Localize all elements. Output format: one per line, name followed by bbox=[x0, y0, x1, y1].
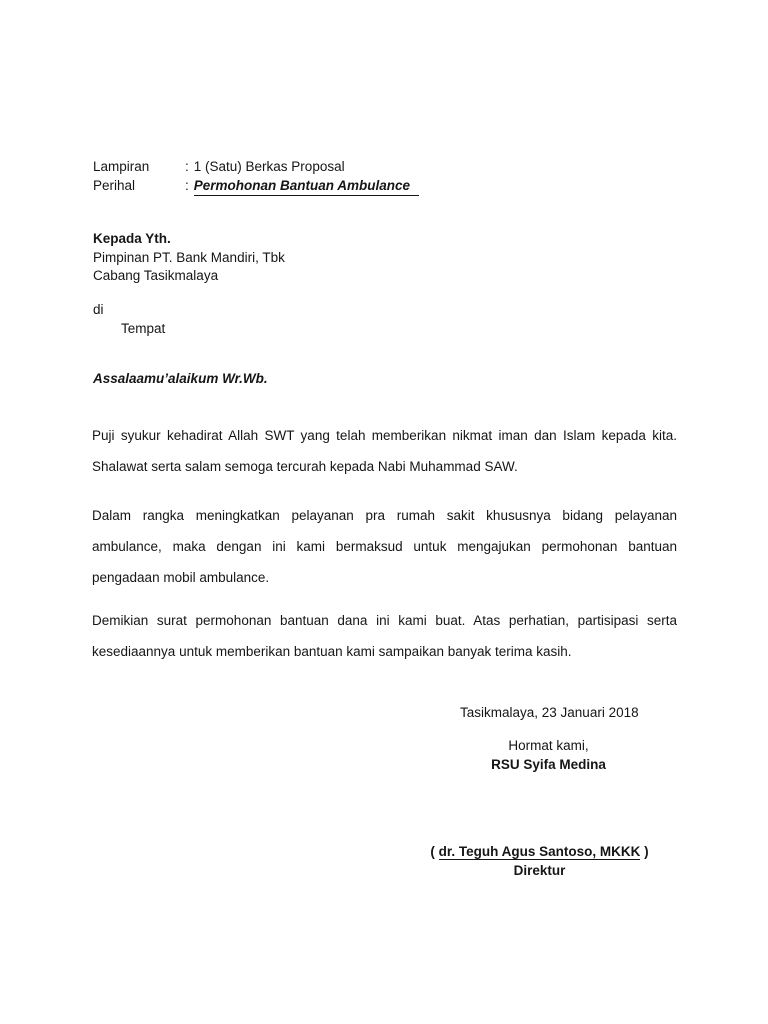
date-line: Tasikmalaya, 23 Januari 2018 bbox=[460, 705, 639, 720]
recipient-name: Pimpinan PT. Bank Mandiri, Tbk bbox=[93, 249, 285, 265]
signature-name-line bbox=[418, 843, 661, 862]
lampiran-label: Lampiran bbox=[93, 159, 150, 174]
recipient-place: Tempat bbox=[121, 320, 166, 336]
signature-title: Direktur bbox=[513, 862, 566, 878]
perihal-label: Perihal bbox=[93, 178, 136, 193]
paragraph-2-line-1: Dalam rangka meningkatkan pelayanan pra rumah sakit khususnya bidang pelayanan bbox=[92, 508, 677, 523]
signature-name: dr. Teguh Agus Santoso, MKKK bbox=[438, 844, 641, 859]
letter-meta bbox=[93, 157, 419, 196]
closing-block bbox=[426, 737, 671, 774]
lampiran-value: 1 (Satu) Berkas Proposal bbox=[193, 159, 345, 174]
closing-org: RSU Syifa Medina bbox=[491, 756, 606, 772]
meta-row-perihal bbox=[93, 176, 419, 196]
meta-row-lampiran bbox=[93, 157, 419, 176]
paragraph-1-line-2: Shalawat serta salam semoga tercurah kepada Nabi Muhammad SAW. bbox=[92, 459, 518, 474]
recipient-place-block bbox=[93, 301, 165, 338]
signature-open-paren: ( bbox=[430, 844, 439, 859]
signature-block bbox=[418, 843, 661, 880]
paragraph-3-line-1: Demikian surat permohonan bantuan dana ini kami buat. Atas perhatian, partisipasi serta bbox=[92, 613, 677, 628]
perihal-value: Permohonan Bantuan Ambulance bbox=[194, 176, 419, 196]
greeting-line: Assalaamu’alaikum Wr.Wb. bbox=[93, 371, 268, 386]
paragraph-2-line-3: pengadaan mobil ambulance. bbox=[92, 570, 270, 585]
paragraph-3-line-2: kesediaannya untuk memberikan bantuan kami sampaikan banyak terima kasih. bbox=[92, 644, 572, 659]
paragraph-2 bbox=[92, 500, 677, 593]
recipient-salute: Kepada Yth. bbox=[93, 231, 171, 246]
perihal-separator: : bbox=[185, 178, 189, 193]
signature-close-paren: ) bbox=[640, 844, 649, 859]
recipient-branch: Cabang Tasikmalaya bbox=[93, 268, 219, 284]
lampiran-separator: : bbox=[185, 159, 189, 174]
paragraph-1 bbox=[92, 420, 677, 482]
paragraph-3 bbox=[92, 605, 677, 667]
paragraph-2-line-2: ambulance, maka dengan ini kami bermaksud untuk mengajukan permohonan bantuan bbox=[92, 539, 677, 554]
recipient-block bbox=[93, 230, 285, 286]
recipient-at: di bbox=[93, 302, 104, 317]
paragraph-1-line-1: Puji syukur kehadirat Allah SWT yang telah memberikan nikmat iman dan Islam kepada kita. bbox=[92, 428, 677, 443]
closing-regards: Hormat kami, bbox=[508, 738, 589, 753]
